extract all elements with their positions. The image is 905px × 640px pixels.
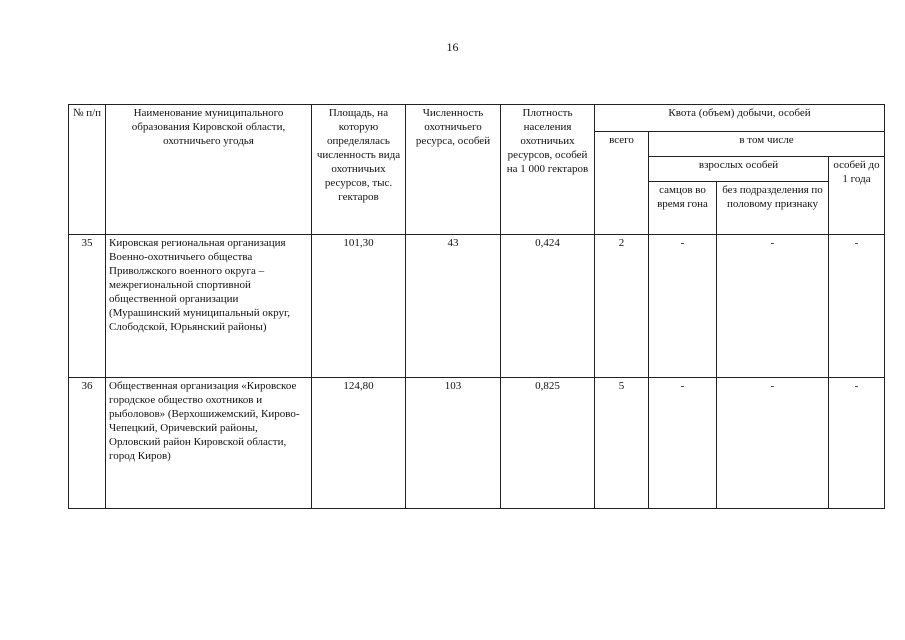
header-area: Площадь, на которую определялась численность вида охотничьих ресурсов, тыс. гектаров [312,105,406,235]
cell-num: 36 [69,378,106,509]
cell-nosex: - [717,378,829,509]
cell-total: 5 [595,378,649,509]
cell-num: 35 [69,235,106,378]
header-nosex: без подразделения по половому признаку [717,182,829,235]
cell-nosex: - [717,235,829,378]
table-row [69,378,885,509]
cell-name: Кировская региональная организация Военно-охотничьего общества Приволжского военного округа – межрегиональной спортивной общественной организации (Мурашинский муниципальный округ, Слободской, Юрьянский районы) [106,235,312,378]
header-name: Наименование муниципального образования Кировской области, охотничьего угодья [106,105,312,235]
cell-count: 103 [406,378,501,509]
cell-young: - [829,378,885,509]
cell-area: 101,30 [312,235,406,378]
cell-name: Общественная организация «Кировское городское общество охотников и рыболовов» (Верхошижемский, Кирово-Чепецкий, Оричевский районы, Орловский район Кировской области, город Киров) [106,378,312,509]
cell-density: 0,825 [501,378,595,509]
page-number: 16 [446,40,459,54]
header-young: особей до 1 года [829,157,885,235]
header-including: в том числе [649,132,885,157]
header-males: самцов во время гона [649,182,717,235]
header-count: Численность охотничьего ресурса, особей [406,105,501,235]
table-row [69,235,885,378]
header-density: Плотность населения охотничьих ресурсов, особей на 1 000 гектаров [501,105,595,235]
header-quota: Квота (объем) добычи, особей [595,105,885,132]
header-adults: взрослых особей [649,157,829,182]
cell-count: 43 [406,235,501,378]
cell-density: 0,424 [501,235,595,378]
header-num: № п/п [69,105,106,235]
cell-males: - [649,378,717,509]
cell-young: - [829,235,885,378]
quota-table [68,104,885,509]
cell-males: - [649,235,717,378]
cell-total: 2 [595,235,649,378]
cell-area: 124,80 [312,378,406,509]
header-total: всего [595,132,649,235]
